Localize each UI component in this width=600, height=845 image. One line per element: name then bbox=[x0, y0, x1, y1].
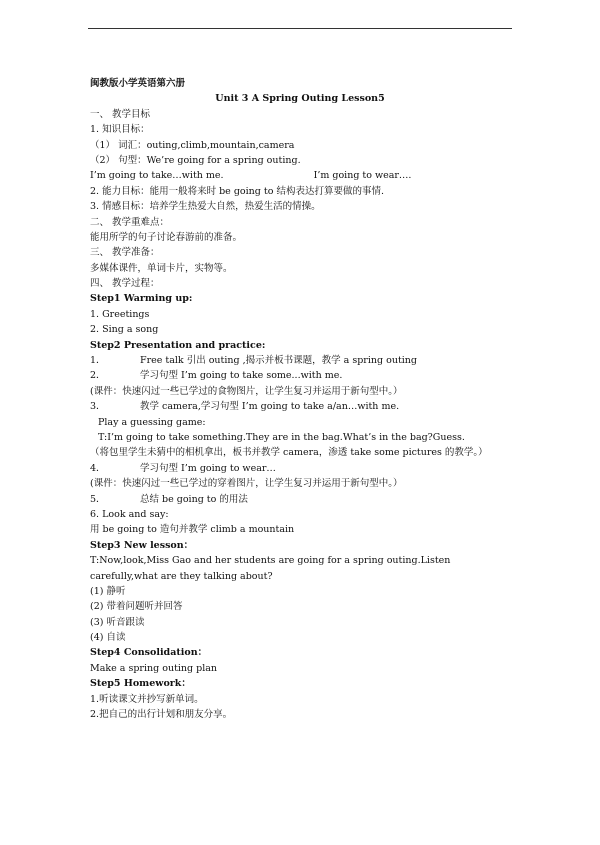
objective-ability: 2. 能力目标：能用一般将来时 be going to 结构表达打算要做的事情. bbox=[90, 185, 384, 197]
step2-num-5: 5． bbox=[90, 493, 106, 505]
step2-item-5 bbox=[90, 492, 510, 507]
preparation-text: 多媒体课件，单词卡片，实物等。 bbox=[90, 262, 233, 274]
step2-item-3 bbox=[90, 399, 510, 414]
sentence-take: I’m going to take…with me. bbox=[90, 170, 224, 182]
step1-item-1: 1. Greetings bbox=[90, 308, 150, 320]
step3-text: T:Now,look,Miss Gao and her students are going for a spring outing.Listen carefully,what are they talking about? bbox=[90, 555, 451, 582]
step2-item-6: 6. Look and say: bbox=[90, 508, 169, 520]
step2-note-1: (课件：快速闪过一些已学过的食物图片，让学生复习并运用于新句型中。） bbox=[90, 385, 403, 397]
lesson-title: Unit 3 A Spring Outing Lesson5 bbox=[215, 93, 385, 105]
step3-heading: Step3 New lesson： bbox=[90, 539, 194, 551]
step2-num-2: 2． bbox=[90, 370, 106, 382]
step2-heading: Step2 Presentation and practice: bbox=[90, 339, 266, 351]
step2-num-4: 4． bbox=[90, 462, 106, 474]
step2-text-5: 总结 be going to 的用法 bbox=[140, 493, 248, 505]
objective-knowledge: 1. 知识目标： bbox=[90, 124, 150, 136]
step2-num-1: 1． bbox=[90, 355, 106, 367]
step5-item-1: 1.听读课文并抄写新单词。 bbox=[90, 693, 204, 705]
step4-heading: Step4 Consolidation： bbox=[90, 647, 208, 659]
step2-item-6-text: 用 be going to 造句并教学 climb a mountain bbox=[90, 524, 295, 536]
step2-text-1: Free talk 引出 outing ,揭示并板书课题，教学 a spring outing bbox=[140, 355, 417, 367]
step5-item-2: 2.把自己的出行计划和朋友分享。 bbox=[90, 709, 233, 721]
step5-heading: Step5 Homework： bbox=[90, 678, 191, 690]
key-points-text: 能用所学的句子讨论春游前的准备。 bbox=[90, 231, 243, 243]
document-body bbox=[90, 76, 510, 722]
step3-item-3: (3) 听音跟读 bbox=[90, 616, 145, 628]
step4-text: Make a spring outing plan bbox=[90, 662, 218, 674]
section-procedure: 四、 教学过程： bbox=[90, 278, 160, 290]
objective-emotion: 3. 情感目标：培养学生热爱大自然，热爱生活的情操。 bbox=[90, 201, 321, 213]
objective-sentence-2 bbox=[90, 168, 510, 183]
doc-header: 闽教版小学英语第六册 bbox=[90, 78, 186, 89]
step2-text-4: 学习句型 I’m going to wear… bbox=[140, 462, 276, 474]
step2-item-4 bbox=[90, 461, 510, 476]
guessing-game: Play a guessing game: bbox=[98, 416, 206, 428]
step1-heading: Step1 Warming up: bbox=[90, 293, 193, 305]
guessing-game-teacher: T:I’m going to take something.They are in the bag.What’s in the bag?Guess. bbox=[98, 431, 465, 443]
step2-note-2: (课件：快速闪过一些已学过的穿着图片，让学生复习并运用于新句型中。） bbox=[90, 478, 403, 490]
sentence-wear: I’m going to wear…. bbox=[313, 170, 412, 182]
section-key-points: 二、 教学重难点： bbox=[90, 216, 170, 228]
objective-vocab: （1） 词汇：outing,climb,mountain,camera bbox=[90, 139, 295, 151]
step2-text-2: 学习句型 I’m going to take some...with me. bbox=[140, 370, 343, 382]
step3-item-1: (1) 静听 bbox=[90, 585, 126, 597]
step3-item-4: (4) 自读 bbox=[90, 632, 126, 644]
section-preparation: 三、 教学准备： bbox=[90, 247, 160, 259]
step2-item-1 bbox=[90, 353, 510, 368]
section-objectives: 一、 教学目标 bbox=[90, 108, 151, 120]
header-rule bbox=[88, 28, 512, 29]
step1-item-2: 2. Sing a song bbox=[90, 324, 159, 336]
objective-sentence: （2） 句型：We’re going for a spring outing. bbox=[90, 154, 301, 166]
step2-num-3: 3． bbox=[90, 401, 106, 413]
step2-item-2 bbox=[90, 368, 510, 383]
step3-item-2: (2) 带着问题听并回答 bbox=[90, 601, 183, 613]
step2-text-3: 教学 camera,学习句型 I’m going to take a/an…with me. bbox=[140, 401, 400, 413]
guessing-game-note: （将包里学生未猜中的相机拿出，板书并教学 camera，渗透 take some pictures 的教学。） bbox=[90, 447, 488, 459]
